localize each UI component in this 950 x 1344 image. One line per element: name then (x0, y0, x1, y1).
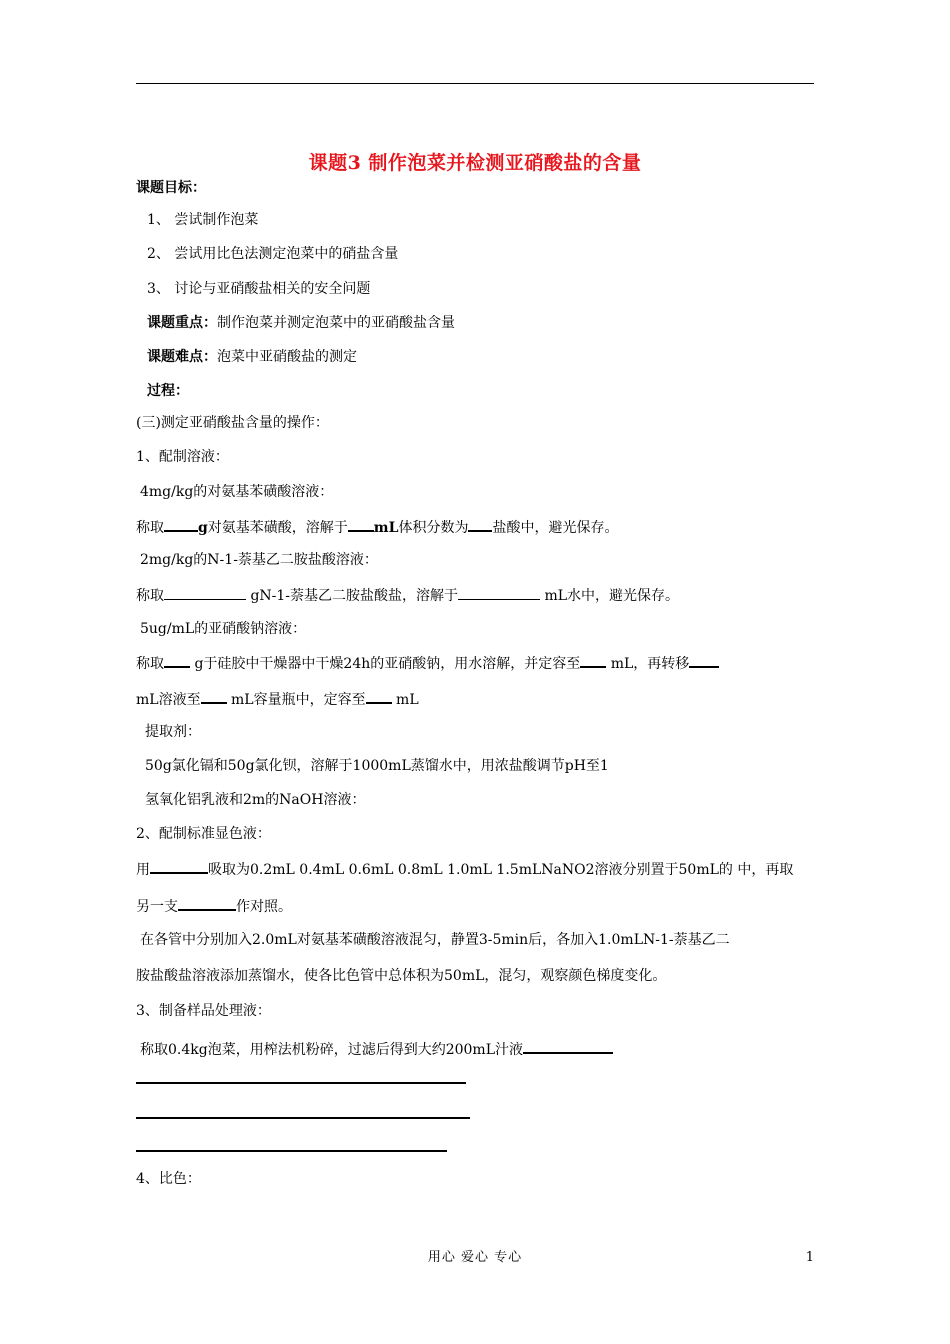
extractant-title: 提取剂： (145, 724, 201, 740)
solution1-unit-g: g (198, 520, 208, 536)
step3-text (140, 1038, 613, 1060)
solution3-text-c: mL，再转移 (606, 656, 690, 672)
blank-sol3-volume1[interactable] (580, 652, 606, 668)
answer-line-2[interactable] (136, 1117, 470, 1119)
difficulty-text: 泡菜中亚硝酸盐的测定 (217, 349, 357, 365)
solution1-title: 4mg/kg的对氨基苯磺酸溶液： (140, 484, 334, 500)
blank-sol2-mass[interactable] (164, 585, 246, 600)
solution1-text-a: 称取 (136, 520, 164, 536)
blank-sol1-fraction[interactable] (468, 516, 492, 532)
answer-line-1[interactable] (136, 1082, 466, 1084)
solution1-text-b: 对氨基苯磺酸，溶解于 (207, 520, 348, 536)
blank-sol1-volume[interactable] (348, 516, 374, 532)
solution1-text (136, 516, 618, 538)
objectives-heading: 课题目标： (136, 180, 206, 196)
step2-line4: 胺盐酸盐溶液添加蒸馏水，使各比色管中总体积为50mL，混匀，观察颜色梯度变化。 (136, 968, 667, 984)
solution1-text-d: 盐酸中，避光保存。 (492, 520, 619, 536)
step2-text-d: 作对照。 (236, 899, 292, 915)
section3-heading: (三)测定亚硝酸盐含量的操作： (136, 415, 329, 431)
step1-heading: 1、配制溶液： (136, 449, 229, 465)
step2-text-b: 吸取为0.2mL 0.4mL 0.6mL 0.8mL 1.0mL 1.5mLNaNO2溶液分别置于50mL的 中，再取 (208, 862, 794, 878)
solution3-text-b: g于硅胶中干燥器中干燥24h的亚硝酸钠，用水溶解，并定容至 (190, 656, 581, 672)
difficulty-label: 课题难点： (147, 349, 217, 365)
step4-heading: 4、比色： (136, 1171, 201, 1187)
extractant-text: 50g氯化镉和50g氯化钡，溶解于1000mL蒸馏水中，用浓盐酸调节pH至1 (145, 758, 609, 774)
solution2-text-a: 称取 (136, 588, 164, 604)
objective-item-2: 2、 尝试用比色法测定泡菜中的硝盐含量 (147, 246, 399, 262)
solution3-text-a: 称取 (136, 656, 164, 672)
solution3-text-e: mL容量瓶中，定容至 (226, 692, 366, 708)
solution2-title: 2mg/kg的N-1-萘基乙二胺盐酸溶液： (140, 552, 378, 568)
key-point-text: 制作泡菜并测定泡菜中的亚硝酸盐含量 (217, 315, 455, 331)
key-point (147, 313, 455, 333)
solution3-title: 5ug/mL的亚硝酸钠溶液： (140, 621, 307, 637)
step2-text-a: 用 (136, 862, 150, 878)
solution3-text-d: mL溶液至 (136, 692, 201, 708)
page-number: 1 (805, 1250, 814, 1265)
step2-text-c: 另一支 (136, 899, 178, 915)
blank-sol3-mass[interactable] (164, 652, 190, 668)
blank-step2-control[interactable] (178, 895, 236, 911)
blank-sol3-transfer[interactable] (689, 652, 719, 668)
blank-sol1-mass[interactable] (164, 516, 198, 532)
key-point-label: 课题重点： (147, 315, 217, 331)
step2-line1 (136, 858, 793, 880)
step3-text-a: 称取0.4kg泡菜，用榨法机粉碎，过滤后得到大约200mL汁液 (140, 1042, 524, 1058)
solution2-text (136, 585, 679, 606)
alumina-text: 氢氧化铝乳液和2m的NaOH溶液： (145, 792, 366, 808)
solution2-text-c: mL水中，避光保存。 (540, 588, 680, 604)
blank-step2-tool[interactable] (150, 858, 208, 874)
process-heading: 过程： (147, 383, 189, 399)
objective-item-3: 3、 讨论与亚硝酸盐相关的安全问题 (147, 281, 371, 297)
blank-step3-answer[interactable] (523, 1038, 613, 1054)
blank-sol3-volume2[interactable] (366, 688, 392, 704)
blank-sol3-flask[interactable] (201, 688, 227, 704)
difficulty (147, 347, 357, 367)
solution3-text-f: mL (391, 692, 419, 708)
solution1-text-c: 体积分数为 (398, 520, 469, 536)
step2-line3: 在各管中分别加入2.0mL对氨基苯磺酸溶液混匀，静置3-5min后，各加入1.0mLN-1-萘基乙二 (140, 932, 730, 948)
page-title: 课题3 制作泡菜并检测亚硝酸盐的含量 (308, 152, 642, 174)
solution2-text-b: gN-1-萘基乙二胺盐酸盐，溶解于 (246, 588, 459, 604)
solution3-text-line2 (136, 688, 419, 710)
step2-line2 (136, 895, 292, 917)
header-rule (136, 83, 814, 84)
footer-motto: 用心 爱心 专心 (427, 1250, 523, 1265)
step2-heading: 2、配制标准显色液： (136, 826, 271, 842)
solution1-unit-ml: mL (373, 520, 399, 536)
step3-heading: 3、制备样品处理液： (136, 1003, 271, 1019)
blank-sol2-volume[interactable] (458, 585, 540, 600)
objective-item-1: 1、 尝试制作泡菜 (147, 212, 259, 228)
solution3-text-line1 (136, 652, 719, 674)
answer-line-3[interactable] (136, 1150, 447, 1152)
